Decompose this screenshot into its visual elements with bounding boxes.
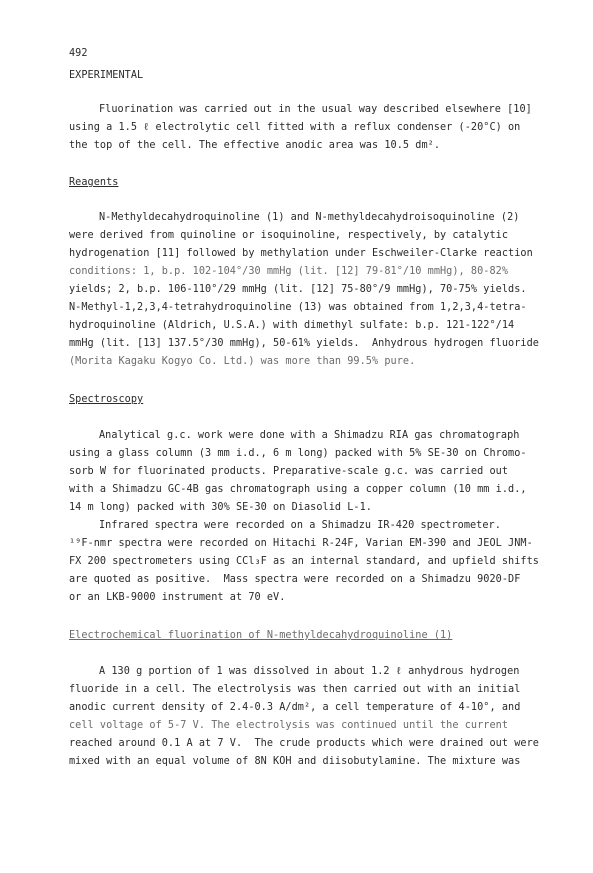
spectroscopy-heading: Spectroscopy (69, 394, 144, 405)
paragraph-line: A 130 g portion of 1 was dissolved in about 1.2 ℓ anhydrous hydrogen (99, 666, 520, 677)
reagents-heading: Reagents (69, 177, 119, 188)
paragraph-line: Fluorination was carried out in the usual way described elsewhere [10] (99, 104, 532, 115)
paragraph-line: mmHg (lit. [13] 137.5°/30 mmHg), 50-61% yields. Anhydrous hydrogen fluoride (69, 338, 539, 349)
paragraph-line: (Morita Kagaku Kogyo Co. Ltd.) was more than 99.5% pure. (69, 356, 416, 367)
paragraph-line: hydrogenation [11] followed by methylation under Eschweiler-Clarke reaction (69, 248, 533, 259)
paragraph-line: yields; 2, b.p. 106-110°/29 mmHg (lit. [12] 75-80°/9 mmHg), 70-75% yields. (69, 284, 527, 295)
paragraph-line: using a 1.5 ℓ electrolytic cell fitted with a reflux condenser (-20°C) on (69, 122, 521, 133)
paragraph-line: with a Shimadzu GC-4B gas chromatograph using a copper column (10 mm i.d., (69, 484, 527, 495)
paragraph-line: anodic current density of 2.4-0.3 A/dm², a cell temperature of 4-10°, and (69, 702, 521, 713)
paragraph-line: reached around 0.1 A at 7 V. The crude products which were drained out were (69, 738, 539, 749)
paragraph-line: hydroquinoline (Aldrich, U.S.A.) with dimethyl sulfate: b.p. 121-122°/14 (69, 320, 515, 331)
paragraph-line: N-Methyldecahydroquinoline (1) and N-methyldecahydroisoquinoline (2) (99, 212, 520, 223)
paragraph-line: 14 m long) packed with 30% SE-30 on Diasolid L-1. (69, 502, 372, 513)
paragraph-line: using a glass column (3 mm i.d., 6 m long) packed with 5% SE-30 on Chromo- (69, 448, 527, 459)
paragraph-line: or an LKB-9000 instrument at 70 eV. (69, 592, 286, 603)
paragraph-line: conditions: 1, b.p. 102-104°/30 mmHg (lit. [12] 79-81°/10 mmHg), 80-82% (69, 266, 509, 277)
paragraph-line: fluoride in a cell. The electrolysis was then carried out with an initial (69, 684, 521, 695)
paragraph-line: sorb W for fluorinated products. Preparative-scale g.c. was carried out (69, 466, 509, 477)
paragraph-line: Analytical g.c. work were done with a Shimadzu RIA gas chromatograph (99, 430, 520, 441)
paragraph-line: are quoted as positive. Mass spectra were recorded on a Shimadzu 9020-DF (69, 574, 521, 585)
paragraph-line: the top of the cell. The effective anodic area was 10.5 dm². (69, 140, 441, 151)
paragraph-line: N-Methyl-1,2,3,4-tetrahydroquinoline (13) was obtained from 1,2,3,4-tetra- (69, 302, 527, 313)
paragraph-line: cell voltage of 5-7 V. The electrolysis was continued until the current (69, 720, 509, 731)
paragraph-line: mixed with an equal volume of 8N KOH and diisobutylamine. The mixture was (69, 756, 521, 767)
paragraph-line: Infrared spectra were recorded on a Shimadzu IR-420 spectrometer. (99, 520, 501, 531)
electrochemical-heading: Electrochemical fluorination of N-methyldecahydroquinoline (1) (69, 630, 453, 641)
paragraph-line: were derived from quinoline or isoquinoline, respectively, by catalytic (69, 230, 509, 241)
section-title: EXPERIMENTAL (69, 70, 144, 81)
paragraph-line: ¹⁹F-nmr spectra were recorded on Hitachi R-24F, Varian EM-390 and JEOL JNM- (69, 538, 533, 549)
paragraph-line: FX 200 spectrometers using CCl₃F as an internal standard, and upfield shifts (69, 556, 539, 567)
page-number: 492 (69, 48, 88, 59)
